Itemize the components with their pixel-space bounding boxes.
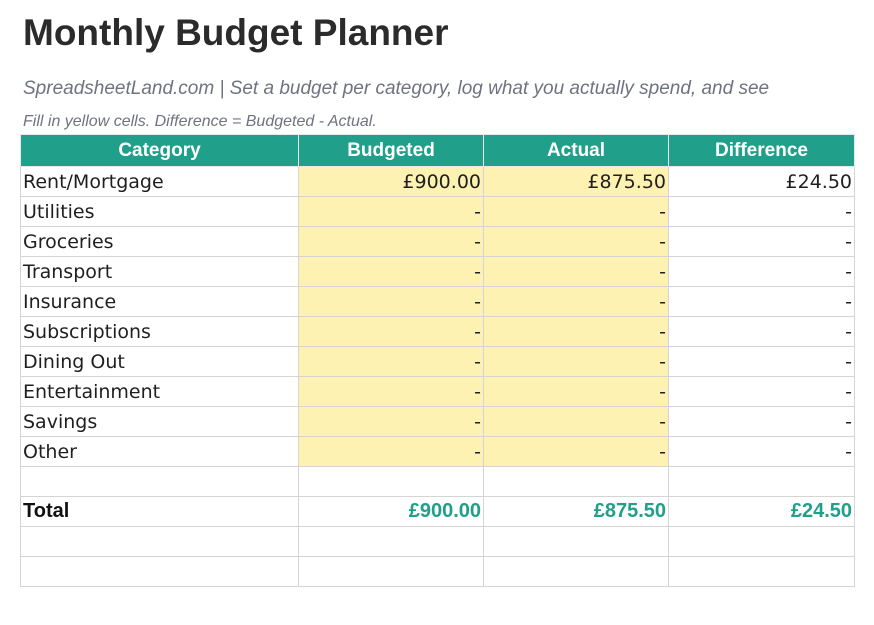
empty-cell[interactable] bbox=[21, 467, 299, 497]
empty-cell[interactable] bbox=[299, 527, 484, 557]
budgeted-input-cell[interactable]: - bbox=[299, 347, 484, 377]
header-difference[interactable]: Difference bbox=[669, 135, 855, 167]
empty-row bbox=[21, 527, 855, 557]
header-category[interactable]: Category bbox=[21, 135, 299, 167]
difference-cell[interactable]: - bbox=[669, 437, 855, 467]
budgeted-input-cell[interactable]: - bbox=[299, 437, 484, 467]
category-cell[interactable]: Entertainment bbox=[21, 377, 299, 407]
table-row bbox=[21, 197, 855, 227]
empty-cell[interactable] bbox=[21, 527, 299, 557]
actual-input-cell[interactable]: - bbox=[484, 407, 669, 437]
actual-input-cell[interactable]: £875.50 bbox=[484, 167, 669, 197]
category-cell[interactable]: Subscriptions bbox=[21, 317, 299, 347]
actual-input-cell[interactable]: - bbox=[484, 197, 669, 227]
budgeted-input-cell[interactable]: - bbox=[299, 227, 484, 257]
actual-input-cell[interactable]: - bbox=[484, 437, 669, 467]
empty-cell[interactable] bbox=[669, 527, 855, 557]
table-row bbox=[21, 377, 855, 407]
actual-input-cell[interactable]: - bbox=[484, 227, 669, 257]
difference-cell[interactable]: - bbox=[669, 197, 855, 227]
page-subtitle: SpreadsheetLand.com | Set a budget per category, log what you actually spend, and see bbox=[23, 78, 770, 99]
budgeted-input-cell[interactable]: - bbox=[299, 317, 484, 347]
actual-input-cell[interactable]: - bbox=[484, 317, 669, 347]
budgeted-input-cell[interactable]: - bbox=[299, 407, 484, 437]
page-title: Monthly Budget Planner bbox=[23, 12, 449, 53]
empty-cell[interactable] bbox=[299, 557, 484, 587]
budgeted-input-cell[interactable]: £900.00 bbox=[299, 167, 484, 197]
difference-cell[interactable]: - bbox=[669, 257, 855, 287]
table-row bbox=[21, 407, 855, 437]
difference-cell[interactable]: - bbox=[669, 377, 855, 407]
category-cell[interactable]: Savings bbox=[21, 407, 299, 437]
empty-cell[interactable] bbox=[299, 467, 484, 497]
difference-cell[interactable]: - bbox=[669, 287, 855, 317]
total-budgeted[interactable]: £900.00 bbox=[299, 497, 484, 527]
difference-cell[interactable]: - bbox=[669, 407, 855, 437]
difference-cell[interactable]: - bbox=[669, 347, 855, 377]
budgeted-input-cell[interactable]: - bbox=[299, 377, 484, 407]
total-label[interactable]: Total bbox=[21, 497, 299, 527]
table-row bbox=[21, 317, 855, 347]
header-actual[interactable]: Actual bbox=[484, 135, 669, 167]
category-cell[interactable]: Other bbox=[21, 437, 299, 467]
empty-cell[interactable] bbox=[484, 557, 669, 587]
header-row bbox=[21, 135, 855, 167]
total-difference[interactable]: £24.50 bbox=[669, 497, 855, 527]
budget-table bbox=[20, 134, 855, 587]
actual-input-cell[interactable]: - bbox=[484, 257, 669, 287]
budgeted-input-cell[interactable]: - bbox=[299, 197, 484, 227]
header-budgeted[interactable]: Budgeted bbox=[299, 135, 484, 167]
table-row bbox=[21, 167, 855, 197]
category-cell[interactable]: Insurance bbox=[21, 287, 299, 317]
empty-row bbox=[21, 557, 855, 587]
category-cell[interactable]: Transport bbox=[21, 257, 299, 287]
total-row bbox=[21, 497, 855, 527]
empty-cell[interactable] bbox=[669, 557, 855, 587]
table-row bbox=[21, 257, 855, 287]
table-row bbox=[21, 437, 855, 467]
budgeted-input-cell[interactable]: - bbox=[299, 287, 484, 317]
empty-cell[interactable] bbox=[484, 527, 669, 557]
difference-cell[interactable]: - bbox=[669, 317, 855, 347]
category-cell[interactable]: Dining Out bbox=[21, 347, 299, 377]
empty-cell[interactable] bbox=[669, 467, 855, 497]
table-row bbox=[21, 347, 855, 377]
actual-input-cell[interactable]: - bbox=[484, 347, 669, 377]
actual-input-cell[interactable]: - bbox=[484, 287, 669, 317]
empty-cell[interactable] bbox=[484, 467, 669, 497]
total-actual[interactable]: £875.50 bbox=[484, 497, 669, 527]
table-row bbox=[21, 227, 855, 257]
empty-row bbox=[21, 467, 855, 497]
actual-input-cell[interactable]: - bbox=[484, 377, 669, 407]
budgeted-input-cell[interactable]: - bbox=[299, 257, 484, 287]
category-cell[interactable]: Utilities bbox=[21, 197, 299, 227]
difference-cell[interactable]: £24.50 bbox=[669, 167, 855, 197]
instruction-note: Fill in yellow cells. Difference = Budgeted - Actual. bbox=[23, 113, 377, 130]
category-cell[interactable]: Rent/Mortgage bbox=[21, 167, 299, 197]
table-row bbox=[21, 287, 855, 317]
empty-cell[interactable] bbox=[21, 557, 299, 587]
category-cell[interactable]: Groceries bbox=[21, 227, 299, 257]
difference-cell[interactable]: - bbox=[669, 227, 855, 257]
